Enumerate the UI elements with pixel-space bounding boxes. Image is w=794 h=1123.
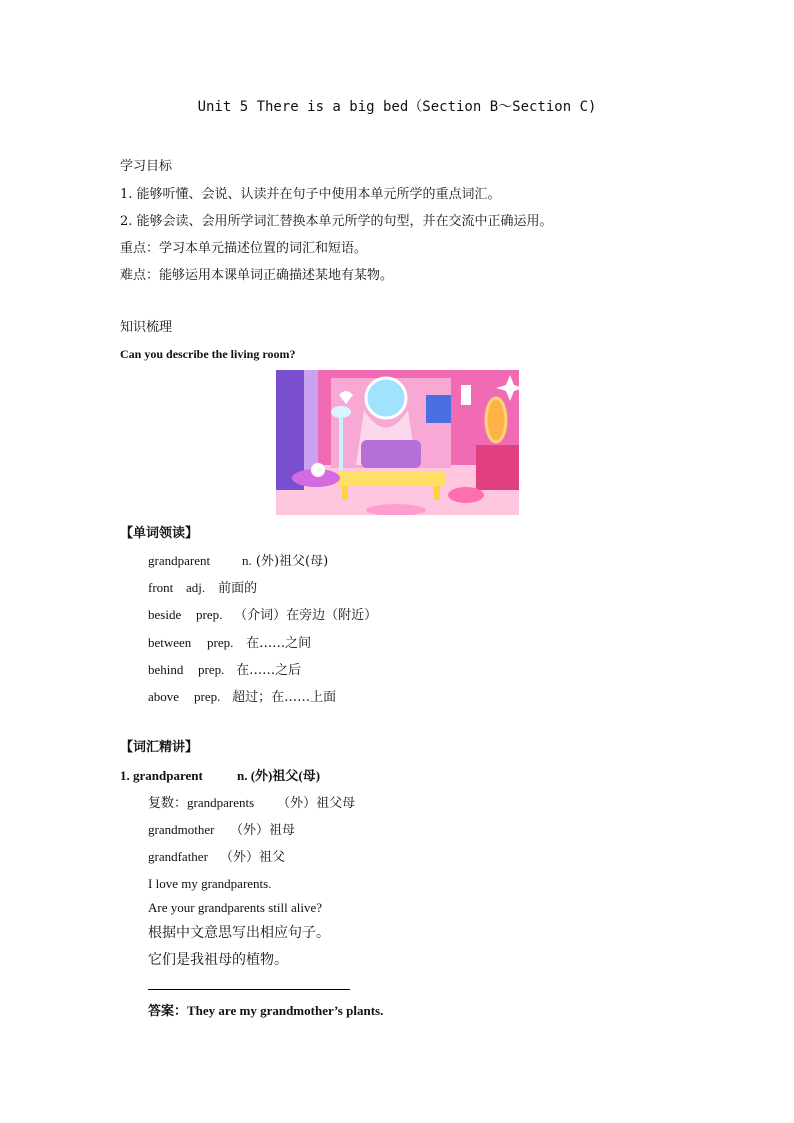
- objectives-heading: 学习目标: [120, 159, 173, 174]
- plural-label: 复数：: [148, 796, 188, 811]
- plural-line: [148, 794, 355, 813]
- grandmother-line: [148, 821, 295, 840]
- grandfather-meaning: （外）祖父: [220, 850, 286, 865]
- vocab-meaning: 前面的: [218, 581, 258, 596]
- task-sentence: 它们是我祖母的植物。: [148, 952, 288, 968]
- vocab-pos: prep.: [194, 689, 221, 704]
- vocab-meaning: 超过；在……上面: [232, 690, 337, 705]
- vocab-reading-heading: 【单词领读】: [120, 526, 199, 541]
- vocab-meaning: 在……之后: [236, 663, 302, 678]
- knowledge-heading: 知识梳理: [120, 320, 173, 335]
- vocab-meaning: (外)祖父(母): [255, 554, 329, 569]
- objective-item-2: 2. 能够会读、会用所学词汇替换本单元所学的句型，并在交流中正确运用。: [120, 214, 553, 229]
- answer-blank-line: [148, 989, 350, 990]
- vocab-pos: prep.: [198, 662, 225, 677]
- answer-text: They are my grandmother’s plants.: [187, 1003, 384, 1018]
- vocab-pos: adj.: [186, 580, 206, 595]
- vocab-meaning: 在……之间: [246, 636, 312, 651]
- grandmother-word: grandmother: [148, 822, 215, 837]
- entry-meaning: n. (外)祖父(母): [237, 768, 321, 783]
- vocab-item-between: [148, 634, 311, 653]
- living-room-image: [276, 370, 519, 515]
- vocab-item-above: [148, 688, 336, 707]
- vocab-word: front: [148, 580, 174, 595]
- grandfather-line: [148, 848, 285, 867]
- vocab-item-beside: [148, 606, 377, 625]
- key-point: 重点：学习本单元描述位置的词汇和短语。: [120, 241, 368, 256]
- page-title: Unit 5 There is a big bed（Section B～Section C): [197, 99, 597, 115]
- grandfather-word: grandfather: [148, 849, 208, 864]
- difficulty-point: 难点：能够运用本课单词正确描述某地有某物。: [120, 268, 394, 283]
- entry-word: 1. grandparent: [120, 768, 203, 783]
- vocab-pos: prep.: [207, 635, 234, 650]
- grandmother-meaning: （外）祖母: [230, 823, 296, 838]
- example-sentence-2: Are your grandparents still alive?: [148, 900, 322, 915]
- plural-meaning: （外）祖父母: [277, 796, 356, 811]
- answer-line: [148, 1002, 383, 1021]
- entry-heading: [120, 767, 320, 785]
- vocab-word: grandparent: [148, 553, 211, 568]
- living-room-illustration: [276, 370, 519, 515]
- objective-item-1: 1. 能够听懂、会说、认读并在句子中使用本单元所学的重点词汇。: [120, 187, 501, 202]
- answer-label: 答案：: [148, 1004, 188, 1019]
- vocab-pos: n.: [242, 553, 252, 568]
- vocab-word: beside: [148, 607, 182, 622]
- vocab-meaning: （介词）在旁边（附近）: [234, 608, 378, 623]
- knowledge-question: Can you describe the living room?: [120, 347, 296, 361]
- plural-word: grandparents: [187, 795, 255, 810]
- example-sentence-1: I love my grandparents.: [148, 876, 272, 891]
- vocab-word: above: [148, 689, 180, 704]
- task-instruction: 根据中文意思写出相应句子。: [148, 925, 330, 941]
- vocab-word: behind: [148, 662, 184, 677]
- vocab-item-front: [148, 579, 257, 598]
- vocab-item-behind: [148, 661, 301, 680]
- vocab-pos: prep.: [196, 607, 223, 622]
- vocab-explain-heading: 【词汇精讲】: [120, 740, 199, 755]
- vocab-word: between: [148, 635, 192, 650]
- vocab-item-grandparent: [148, 552, 328, 571]
